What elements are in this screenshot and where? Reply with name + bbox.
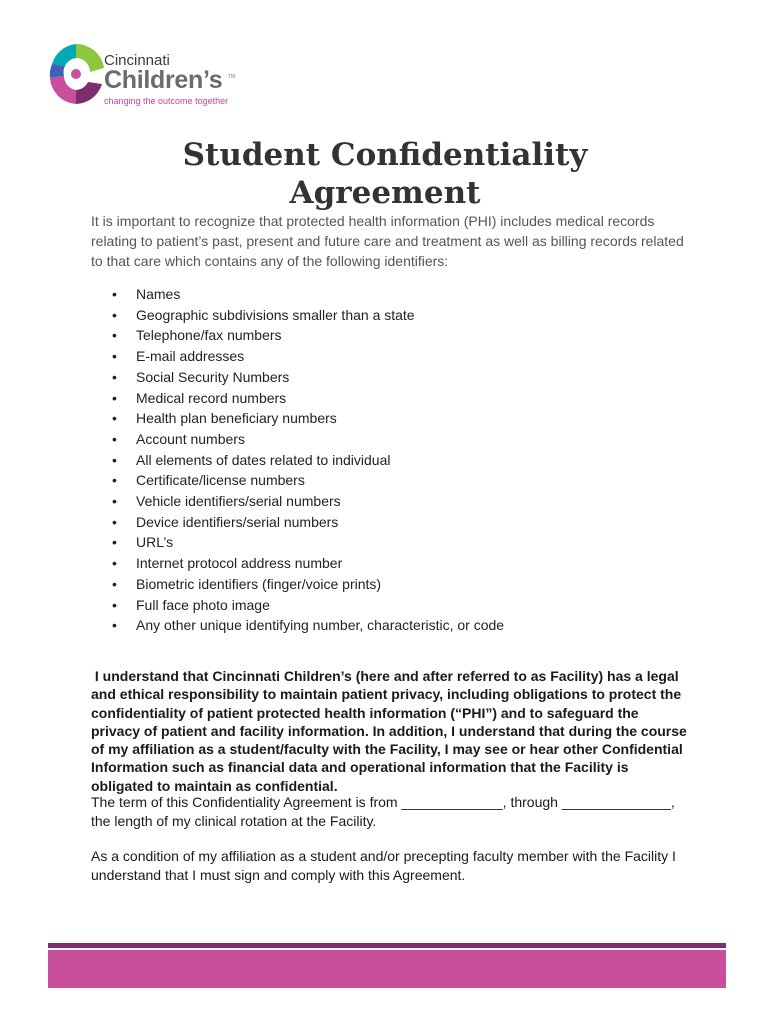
term-paragraph: The term of this Confidentiality Agreement is from _____________, through ______________, the length of my clinical rotation at the Facility. (91, 794, 675, 829)
list-item: • URL’s (108, 532, 504, 553)
list-item: • Medical record numbers (108, 388, 504, 409)
list-item: • E-mail addresses (108, 346, 504, 367)
list-item: • Device identifiers/serial numbers (108, 512, 504, 533)
title-line-1: Student Confidentiality (182, 137, 588, 173)
title-line-2: Agreement (289, 175, 481, 211)
list-item: • Geographic subdivisions smaller than a state (108, 305, 504, 326)
footer-divider (48, 943, 726, 948)
condition-paragraph: As a condition of my affiliation as a student and/or precepting faculty member with the Facility I understand that I must sign and comply with this Agreement. (91, 848, 676, 883)
footer-band (48, 950, 726, 988)
agreement-paragraph: I understand that Cincinnati Children’s (here and after referred to as Facility) has a legal and ethical responsibility to maintain patient privacy, including obligations to protect the confidentiality of patient protected health information (“PHI”) and to safeguard the privacy of patient and facility information. In addition, I understand that during the course of my affiliation as a student/faculty with the Facility, I may see or hear other Confidential Information such as financial data and operational information that the Facility is obligated to maintain as confidential. (91, 668, 691, 794)
list-item: • All elements of dates related to individual (108, 450, 504, 471)
list-item: • Account numbers (108, 429, 504, 450)
logo-tagline: changing the outcome together (104, 96, 229, 106)
logo-trademark: TM (228, 74, 236, 80)
list-item: • Biometric identifiers (finger/voice prints) (108, 574, 504, 595)
list-item: • Social Security Numbers (108, 367, 504, 388)
list-item: • Full face photo image (108, 595, 504, 616)
list-item: • Vehicle identifiers/serial numbers (108, 491, 504, 512)
logo-text-cincinnati: Cincinnati (104, 52, 170, 69)
cincinnati-childrens-logo (46, 38, 246, 112)
list-item: • Certificate/license numbers (108, 470, 504, 491)
intro-paragraph: It is important to recognize that protected health information (PHI) includes medical records relating to patient’s past, present and future care and treatment as well as billing records related to that care which contains any of the following identifiers: (91, 213, 684, 269)
logo-mark-icon (46, 38, 106, 110)
logo-text-childrens: Children’s (104, 66, 223, 94)
list-item: • Names (108, 284, 504, 305)
page-title (0, 136, 770, 212)
identifier-list (108, 284, 504, 636)
list-item: • Internet protocol address number (108, 553, 504, 574)
list-item: • Telephone/fax numbers (108, 325, 504, 346)
list-item: • Any other unique identifying number, characteristic, or code (108, 615, 504, 636)
list-item: • Health plan beneficiary numbers (108, 408, 504, 429)
